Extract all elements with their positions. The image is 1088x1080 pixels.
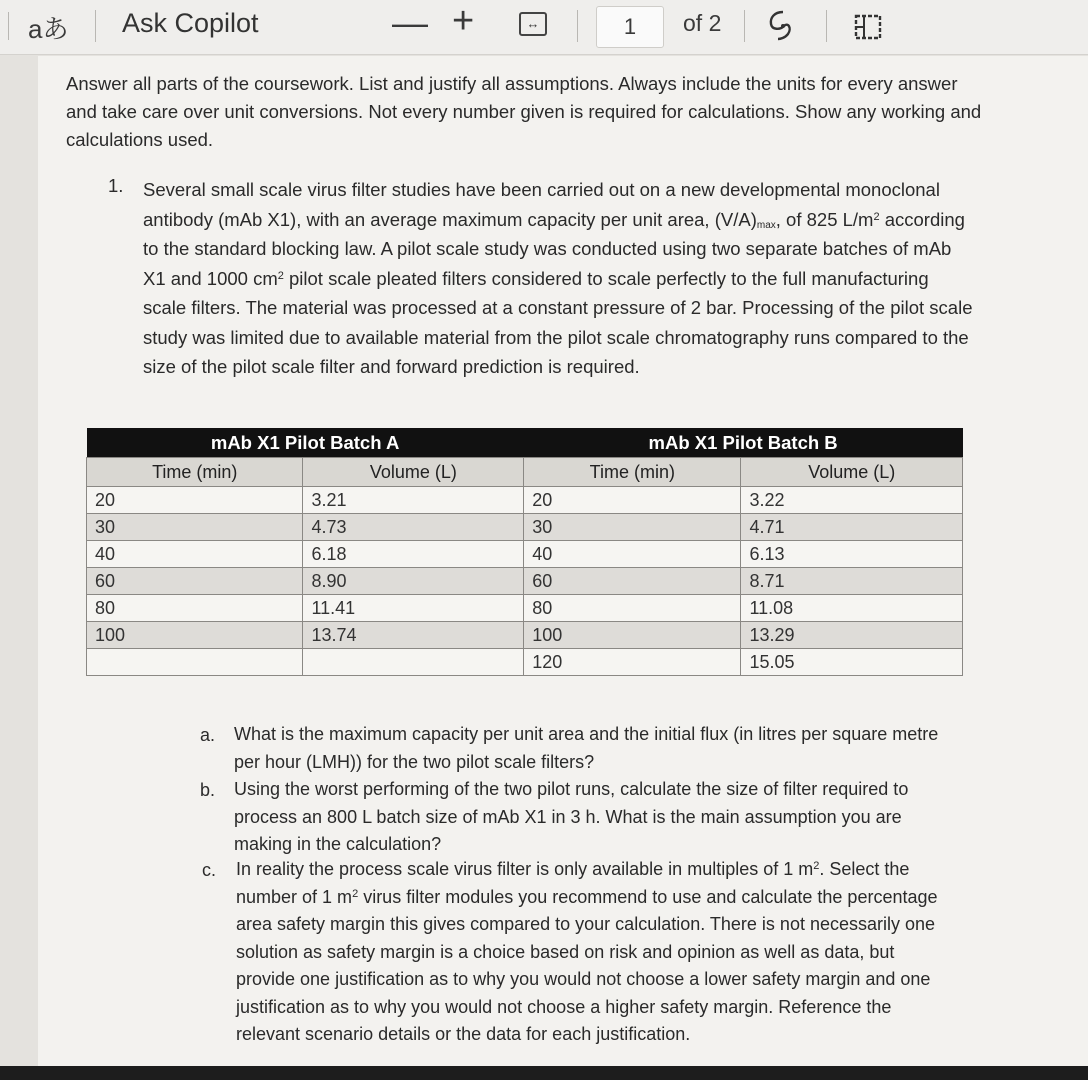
table-row	[87, 595, 963, 622]
table-row	[87, 649, 963, 676]
cell-b-time: 120	[524, 649, 741, 676]
bottom-edge	[0, 1066, 1088, 1080]
page-number-input[interactable]: 1	[596, 6, 664, 48]
cell-a-time: 40	[87, 541, 303, 568]
cell-a-time	[87, 649, 303, 676]
cell-b-time: 80	[524, 595, 741, 622]
table-row	[87, 487, 963, 514]
cell-a-time: 20	[87, 487, 303, 514]
question-text: Several small scale virus filter studies have been carried out on a new developmental monoclonal antibody (mAb X1), with an average maximum capacity per unit area, $(V/A)_{max}$, of 825 $L/m^2$ according to the standard blocking law. A pilot scale study was conducted using two separate batches of mAb X1 and 1000 $cm^2$ pilot scale pleated filters considered to scale perfectly to the full manufacturing scale filters. The material was processed at a constant pressure of 2 bar. Processing of the pilot scale study was limited due to available material from the pilot scale chromatography runs compared to the size of the pilot scale filter and forward prediction is required.	[143, 179, 973, 377]
toolbar-divider	[95, 10, 96, 42]
cell-a-volume: 11.41	[303, 595, 524, 622]
cell-b-volume: 15.05	[741, 649, 963, 676]
batch-b-header: mAb X1 Pilot Batch B	[524, 428, 963, 458]
subquestion-b-letter: b.	[200, 780, 216, 800]
cell-a-volume: 13.74	[303, 622, 524, 649]
cell-a-volume: 4.73	[303, 514, 524, 541]
read-aloud-icon[interactable]: aあ	[28, 14, 69, 44]
ask-copilot-button[interactable]: Ask Copilot	[122, 8, 259, 38]
cell-a-volume: 3.21	[303, 487, 524, 514]
cell-b-volume: 8.71	[741, 568, 963, 595]
cell-a-volume: 6.18	[303, 541, 524, 568]
toolbar-divider	[8, 12, 9, 40]
batch-a-header: mAb X1 Pilot Batch A	[87, 428, 524, 458]
page-view-icon[interactable]	[852, 8, 886, 49]
instructions-paragraph: Answer all parts of the coursework. List and justify all assumptions. Always include the units for every answer and take care over unit conversions. Not every number given is required for calculations. Show any working and calculations used.	[66, 73, 982, 150]
subquestion-a-text: What is the maximum capacity per unit area and the initial flux (in litres per square metre per hour (LMH)) for the two pilot scale filters?	[234, 724, 939, 772]
cell-b-volume: 3.22	[741, 487, 963, 514]
cell-a-time: 80	[87, 595, 303, 622]
page-count: of 2	[683, 10, 722, 36]
cell-b-volume: 4.71	[741, 514, 963, 541]
fit-to-width-icon[interactable]: ↔	[519, 12, 547, 36]
cell-b-volume: 6.13	[741, 541, 963, 568]
cell-a-volume: 8.90	[303, 568, 524, 595]
cell-b-time: 60	[524, 568, 741, 595]
draw-icon[interactable]	[766, 8, 800, 49]
table-row	[87, 541, 963, 568]
zoom-in-button[interactable]: +	[452, 0, 475, 42]
zoom-out-button[interactable]: —	[392, 2, 428, 43]
cell-b-time: 30	[524, 514, 741, 541]
subquestion-a-letter: a.	[200, 725, 216, 745]
subquestion-c-text: In reality the process scale virus filter is only available in multiples of 1 $m^2$. Select the number of 1 $m^2$ virus filter modules you recommend to use and calculate the percentage area safety margin this gives compared to your calculation. There is not necessarily one solution as safety margin is a choice based on risk and opinion as well as data, but provide one justification as to why you would not choose a lower safety margin and one justification as to why you would not choose a higher safety margin. Reference the relevant scenario details or the data for each justification.	[236, 859, 938, 1044]
cell-b-volume: 13.29	[741, 622, 963, 649]
table-row	[87, 622, 963, 649]
cell-a-time: 30	[87, 514, 303, 541]
toolbar-divider	[744, 10, 745, 42]
col-header-time: Time (min)	[87, 458, 303, 487]
pilot-data-table	[86, 428, 963, 676]
subquestion-b-text: Using the worst performing of the two pilot runs, calculate the size of filter required to process an 800 L batch size of mAb X1 in 3 h. What is the main assumption you are making in the calculation?	[234, 779, 909, 854]
col-header-time: Time (min)	[524, 458, 741, 487]
cell-b-time: 20	[524, 487, 741, 514]
col-header-volume: Volume (L)	[303, 458, 524, 487]
cell-a-time: 100	[87, 622, 303, 649]
toolbar-divider	[577, 10, 578, 42]
toolbar-divider	[826, 10, 827, 42]
table-row	[87, 568, 963, 595]
cell-a-volume	[303, 649, 524, 676]
pdf-toolbar	[0, 0, 1088, 55]
col-header-volume: Volume (L)	[741, 458, 963, 487]
cell-b-volume: 11.08	[741, 595, 963, 622]
table-row	[87, 514, 963, 541]
cell-a-time: 60	[87, 568, 303, 595]
subquestion-c-letter: c.	[202, 860, 217, 880]
question-number: 1.	[108, 175, 124, 196]
cell-b-time: 40	[524, 541, 741, 568]
cell-b-time: 100	[524, 622, 741, 649]
